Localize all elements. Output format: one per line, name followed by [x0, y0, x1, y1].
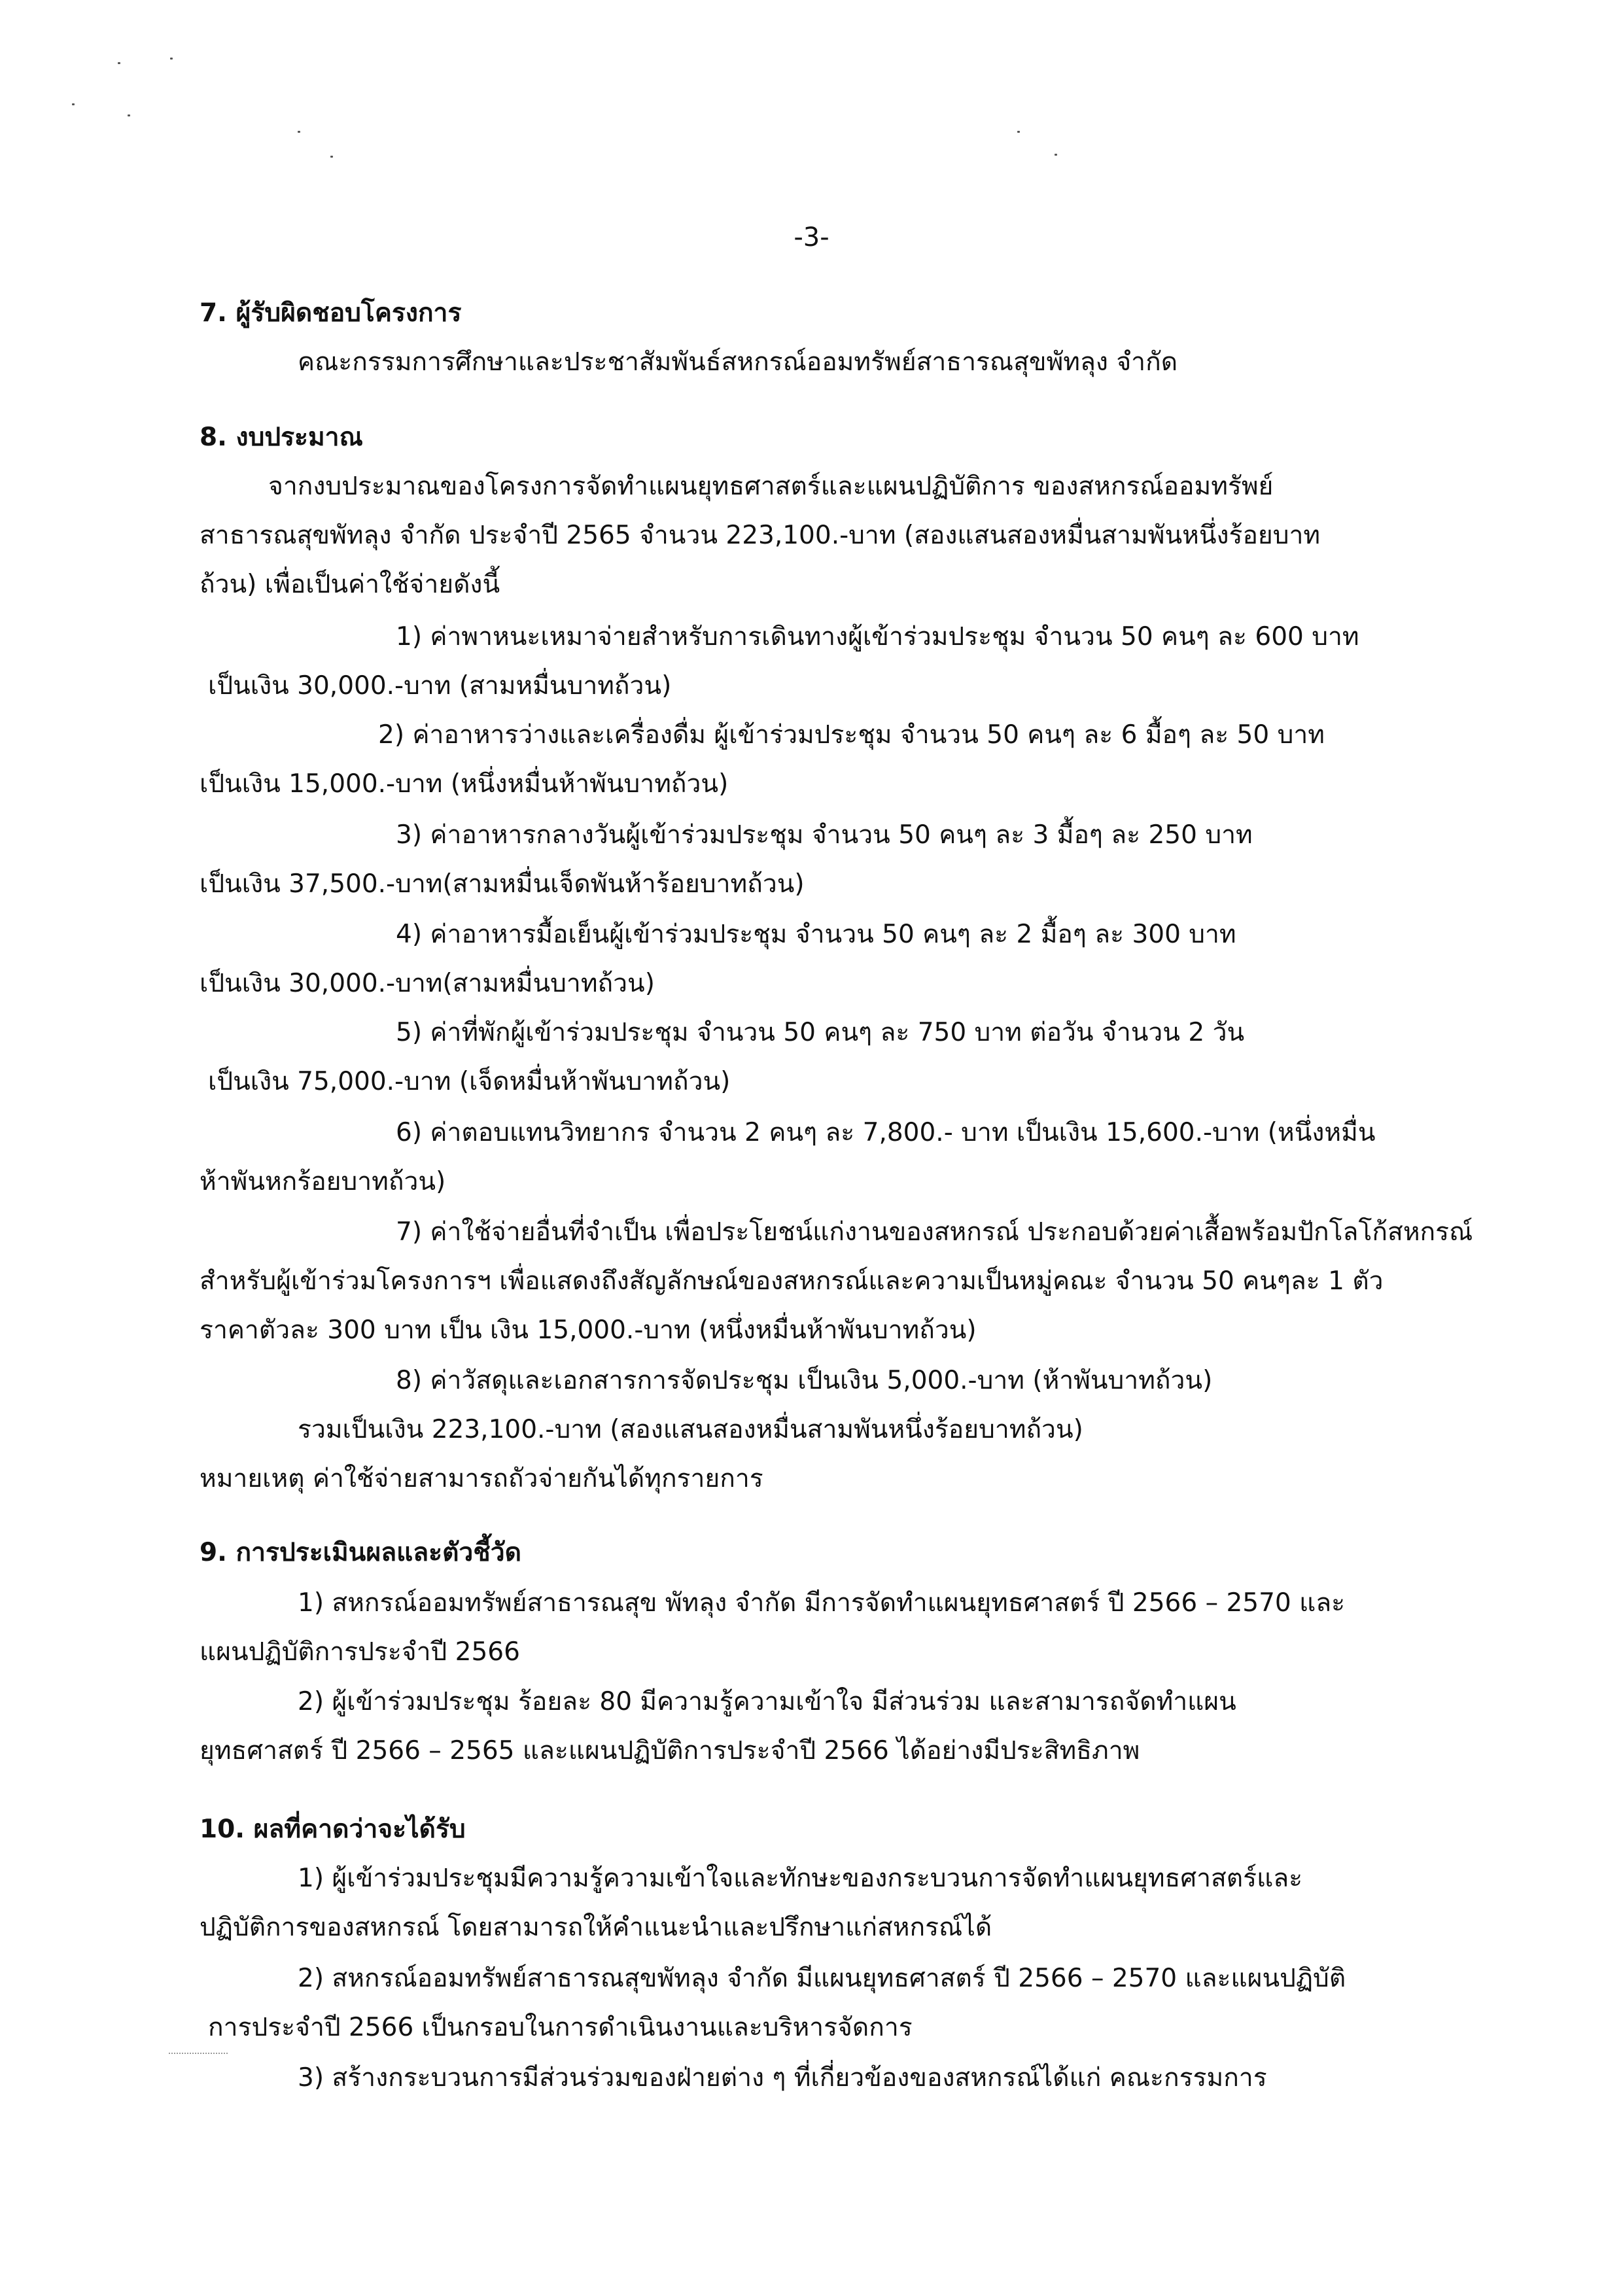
scan-speck: [128, 114, 130, 116]
paragraph-line: แผนปฏิบัติการประจำปี 2566: [200, 1637, 520, 1667]
budget-note: หมายเหตุ ค่าใช้จ่ายสามารถถัวจ่ายกันได้ทุกรายการ: [200, 1464, 763, 1493]
budget-item-6: 6) ค่าตอบแทนวิทยากร จำนวน 2 คนๆ ละ 7,800.- บาท เป็นเงิน 15,600.-บาท (หนึ่งหมื่น: [396, 1118, 1376, 1147]
paragraph-line: สาธารณสุขพัทลุง จำกัด ประจำปี 2565 จำนวน 223,100.-บาท (สองแสนสองหมื่นสามพันหนึ่งร้อยบาท: [200, 521, 1321, 550]
scan-speck: [118, 62, 120, 64]
scan-speck: [298, 131, 300, 133]
scan-speck: [1017, 131, 1020, 133]
page-number: -3-: [794, 222, 829, 252]
section-10-heading: 10. ผลที่คาดว่าจะได้รับ: [200, 1815, 466, 1844]
paragraph-line: ยุทธศาสตร์ ปี 2566 – 2565 และแผนปฏิบัติการประจำปี 2566 ได้อย่างมีประสิทธิภาพ: [200, 1736, 1140, 1765]
budget-item-4: 4) ค่าอาหารมื้อเย็นผู้เข้าร่วมประชุม จำนวน 50 คนๆ ละ 2 มื้อๆ ละ 300 บาท: [396, 920, 1236, 949]
budget-item-3: 3) ค่าอาหารกลางวันผู้เข้าร่วมประชุม จำนวน 50 คนๆ ละ 3 มื้อๆ ละ 250 บาท: [396, 820, 1253, 850]
paragraph-line: ห้าพันหกร้อยบาทถ้วน): [200, 1167, 446, 1196]
paragraph-line: จากงบประมาณของโครงการจัดทำแผนยุทธศาสตร์และแผนปฏิบัติการ ของสหกรณ์ออมทรัพย์: [268, 472, 1274, 501]
budget-item-5: 5) ค่าที่พักผู้เข้าร่วมประชุม จำนวน 50 คนๆ ละ 750 บาท ต่อวัน จำนวน 2 วัน: [396, 1018, 1245, 1047]
section-7-heading: 7. ผู้รับผิดชอบโครงการ: [200, 298, 462, 328]
scan-speck: [72, 103, 75, 105]
paragraph-line: เป็นเงิน 37,500.-บาท(สามหมื่นเจ็ดพันห้าร้อยบาทถ้วน): [200, 869, 805, 899]
paragraph-line: ราคาตัวละ 300 บาท เป็น เงิน 15,000.-บาท (หนึ่งหมื่นห้าพันบาทถ้วน): [200, 1315, 977, 1345]
paragraph-line: เป็นเงิน 15,000.-บาท (หนึ่งหมื่นห้าพันบาทถ้วน): [200, 769, 729, 799]
indicator-1: 1) สหกรณ์ออมทรัพย์สาธารณสุข พัทลุง จำกัด มีการจัดทำแผนยุทธศาสตร์ ปี 2566 – 2570 และ: [298, 1588, 1346, 1618]
budget-item-8: 8) ค่าวัสดุและเอกสารการจัดประชุม เป็นเงิน 5,000.-บาท (ห้าพันบาทถ้วน): [396, 1366, 1213, 1395]
paragraph-line: ปฏิบัติการของสหกรณ์ โดยสามารถให้คำแนะนำและปรึกษาแก่สหกรณ์ได้: [200, 1913, 992, 1942]
budget-item-1: 1) ค่าพาหนะเหมาจ่ายสำหรับการเดินทางผู้เข้าร่วมประชุม จำนวน 50 คนๆ ละ 600 บาท: [396, 622, 1359, 652]
budget-item-2: 2) ค่าอาหารว่างและเครื่องดื่ม ผู้เข้าร่วมประชุม จำนวน 50 คนๆ ละ 6 มื้อๆ ละ 50 บาท: [378, 720, 1325, 750]
paragraph-line: สำหรับผู้เข้าร่วมโครงการฯ เพื่อแสดงถึงสัญลักษณ์ของสหกรณ์และความเป็นหมู่คณะ จำนวน 50 คนๆละ 1 ตัว: [200, 1266, 1384, 1296]
scan-speck: [170, 58, 173, 60]
budget-item-7: 7) ค่าใช้จ่ายอื่นที่จำเป็น เพื่อประโยชน์แก่งานของสหกรณ์ ประกอบด้วยค่าเสื้อพร้อมปักโลโก้สหกรณ์: [396, 1217, 1473, 1247]
section-9-heading: 9. การประเมินผลและตัวชี้วัด: [200, 1538, 521, 1567]
scan-speck: [1055, 154, 1057, 156]
indicator-2: 2) ผู้เข้าร่วมประชุม ร้อยละ 80 มีความรู้ความเข้าใจ มีส่วนร่วม และสามารถจัดทำแผน: [298, 1687, 1236, 1716]
paragraph-line: ถ้วน) เพื่อเป็นค่าใช้จ่ายดังนี้: [200, 570, 500, 599]
scan-dotted-mark: [169, 2053, 228, 2054]
outcome-1: 1) ผู้เข้าร่วมประชุมมีความรู้ความเข้าใจและทักษะของกระบวนการจัดทำแผนยุทธศาสตร์และ: [298, 1864, 1303, 1893]
scan-speck: [330, 156, 333, 158]
paragraph-line: เป็นเงิน 30,000.-บาท (สามหมื่นบาทถ้วน): [208, 671, 672, 701]
outcome-2: 2) สหกรณ์ออมทรัพย์สาธารณสุขพัทลุง จำกัด มีแผนยุทธศาสตร์ ปี 2566 – 2570 และแผนปฏิบัติ: [298, 1964, 1346, 1993]
paragraph-line: การประจำปี 2566 เป็นกรอบในการดำเนินงานและบริหารจัดการ: [208, 2013, 913, 2042]
section-8-heading: 8. งบประมาณ: [200, 423, 363, 452]
budget-total: รวมเป็นเงิน 223,100.-บาท (สองแสนสองหมื่นสามพันหนึ่งร้อยบาทถ้วน): [298, 1415, 1083, 1444]
paragraph-line: เป็นเงิน 30,000.-บาท(สามหมื่นบาทถ้วน): [200, 969, 655, 998]
paragraph-line: เป็นเงิน 75,000.-บาท (เจ็ดหมื่นห้าพันบาทถ้วน): [208, 1067, 731, 1096]
outcome-3: 3) สร้างกระบวนการมีส่วนร่วมของฝ่ายต่าง ๆ ที่เกี่ยวข้องของสหกรณ์ได้แก่ คณะกรรมการ: [298, 2063, 1267, 2093]
paragraph-line: คณะกรรมการศึกษาและประชาสัมพันธ์สหกรณ์ออมทรัพย์สาธารณสุขพัทลุง จำกัด: [298, 347, 1178, 377]
